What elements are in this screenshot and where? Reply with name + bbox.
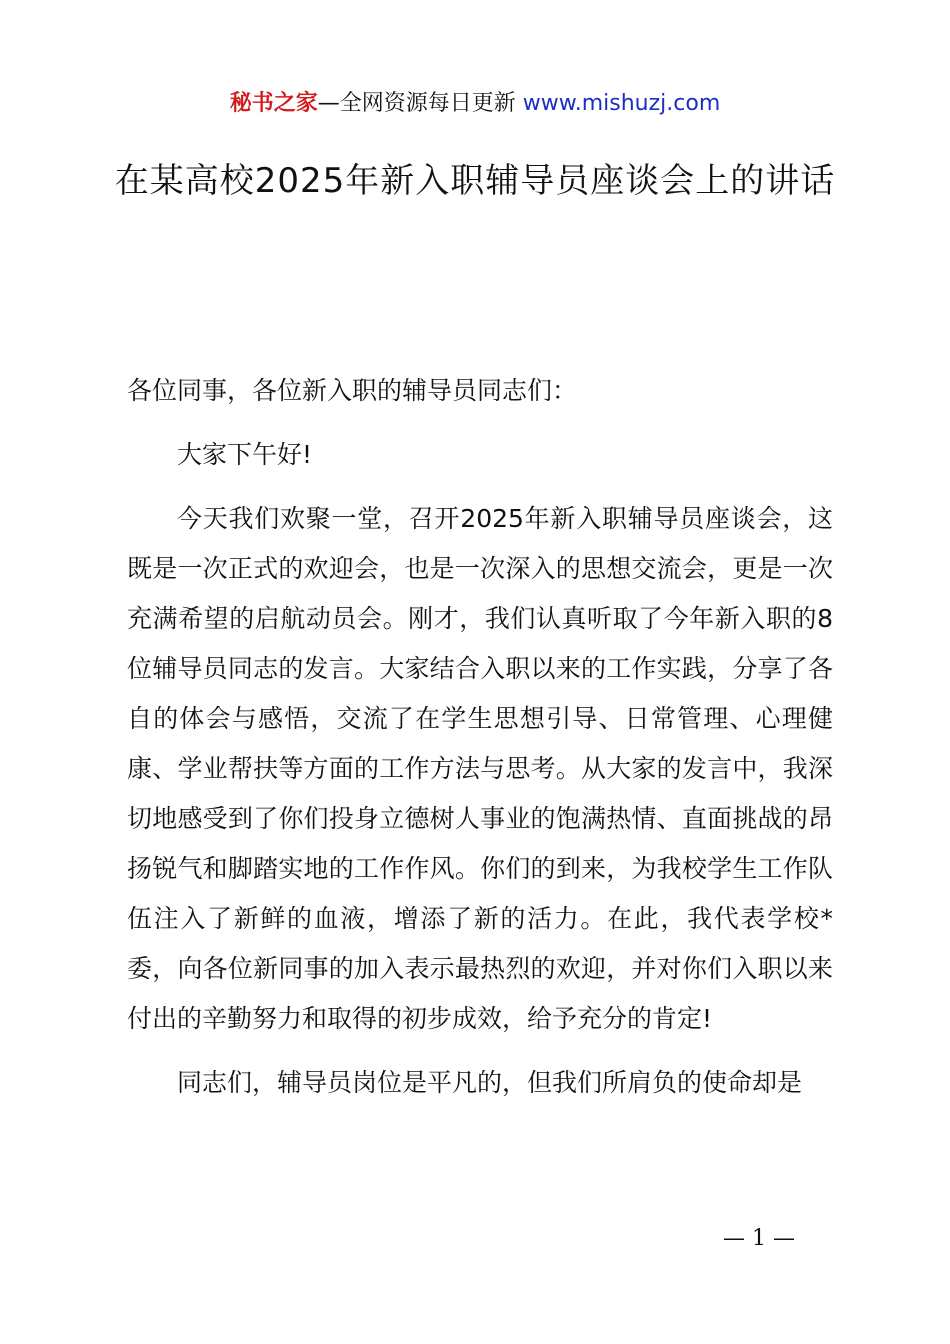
header-tagline: —全网资源每日更新 — [317, 91, 523, 116]
page-number: — 1 — — [723, 1226, 795, 1251]
brand-name: 秘书之家 — [229, 91, 318, 116]
paragraph-2: 同志们，辅导员岗位是平凡的，但我们所肩负的使命却是 — [177, 1068, 803, 1097]
site-header — [0, 88, 950, 120]
greeting: 大家下午好! — [177, 440, 313, 469]
document-title: 在某高校2025年新入职辅导员座谈会上的讲话 — [114, 161, 836, 201]
site-url-link[interactable]: www.mishuzj.com — [522, 91, 721, 116]
salutation: 各位同事，各位新入职的辅导员同志们： — [127, 376, 578, 405]
paragraph-1: 今天我们欢聚一堂，召开2025年新入职辅导员座谈会，这既是一次正式的欢迎会，也是一次深入的思想交流会，更是一次充满希望的启航动员会。刚才，我们认真听取了今年新入职的8位辅导员同志的发言。大家结合入职以来的工作实践，分享了各自的体会与感悟，交流了在学生思想引导、日常管理、心理健康、学业帮扶等方面的工作方法与思考。从大家的发言中，我深切地感受到了你们投身立德树人事业的饱满热情、直面挑战的昂扬锐气和脚踏实地的工作作风。你们的到来，为我校学生工作队伍注入了新鲜的血液，增添了新的活力。在此，我代表学校*委，向各位新同事的加入表示最热烈的欢迎，并对你们入职以来付出的辛勤努力和取得的初步成效，给予充分的肯定! — [127, 504, 833, 1033]
document-body — [127, 366, 833, 1108]
